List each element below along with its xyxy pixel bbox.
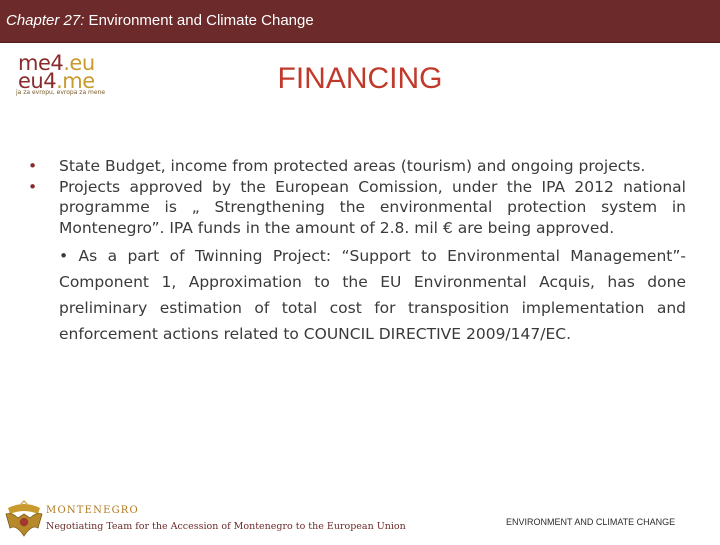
- montenegro-coat-of-arms-icon: [2, 500, 46, 540]
- slide-title: FINANCING: [277, 62, 443, 95]
- logo-text: me4: [18, 51, 64, 75]
- footer-country: MONTENEGRO: [46, 505, 139, 516]
- header-title: [6, 12, 314, 29]
- logo-text: .eu: [63, 51, 95, 75]
- header-chapter: Chapter 27:: [6, 12, 85, 29]
- bullet-item: [28, 177, 686, 239]
- logo-text: eu4: [18, 69, 57, 93]
- slide-content: [28, 156, 686, 347]
- logo-text: .me: [56, 69, 95, 93]
- me4eu-logo: [14, 52, 114, 98]
- bullet-text: Projects approved by the European Comission, under the IPA 2012 national programme is „ Strengthening the environmental protection system in Montenegro”. IPA funds in the amount of 2.8. mil € are being approved.: [59, 177, 686, 237]
- bullet-icon: •: [28, 157, 38, 175]
- bullet-text: State Budget, income from protected areas (tourism) and ongoing projects.: [59, 157, 646, 175]
- header-bar: [0, 0, 720, 43]
- bullet-item: [28, 156, 686, 177]
- logo-tagline: ja za evropu, evropa za mene: [16, 89, 106, 96]
- header-subject: Environment and Climate Change: [84, 12, 314, 29]
- bullet-icon: •: [28, 177, 38, 196]
- sub-bullet-text: • As a part of Twinning Project: “Support to Environmental Management”- Component 1, Approximation to the EU Environmental Acquis, has done preliminary estimation of total cost for transposition implementation and enforcement actions related to COUNCIL DIRECTIVE 2009/147/EC.: [59, 247, 686, 343]
- footer-team: Negotiating Team for the Accession of Montenegro to the European Union: [46, 521, 406, 532]
- footer-section-label: ENVIRONMENT AND CLIMATE CHANGE: [506, 517, 676, 527]
